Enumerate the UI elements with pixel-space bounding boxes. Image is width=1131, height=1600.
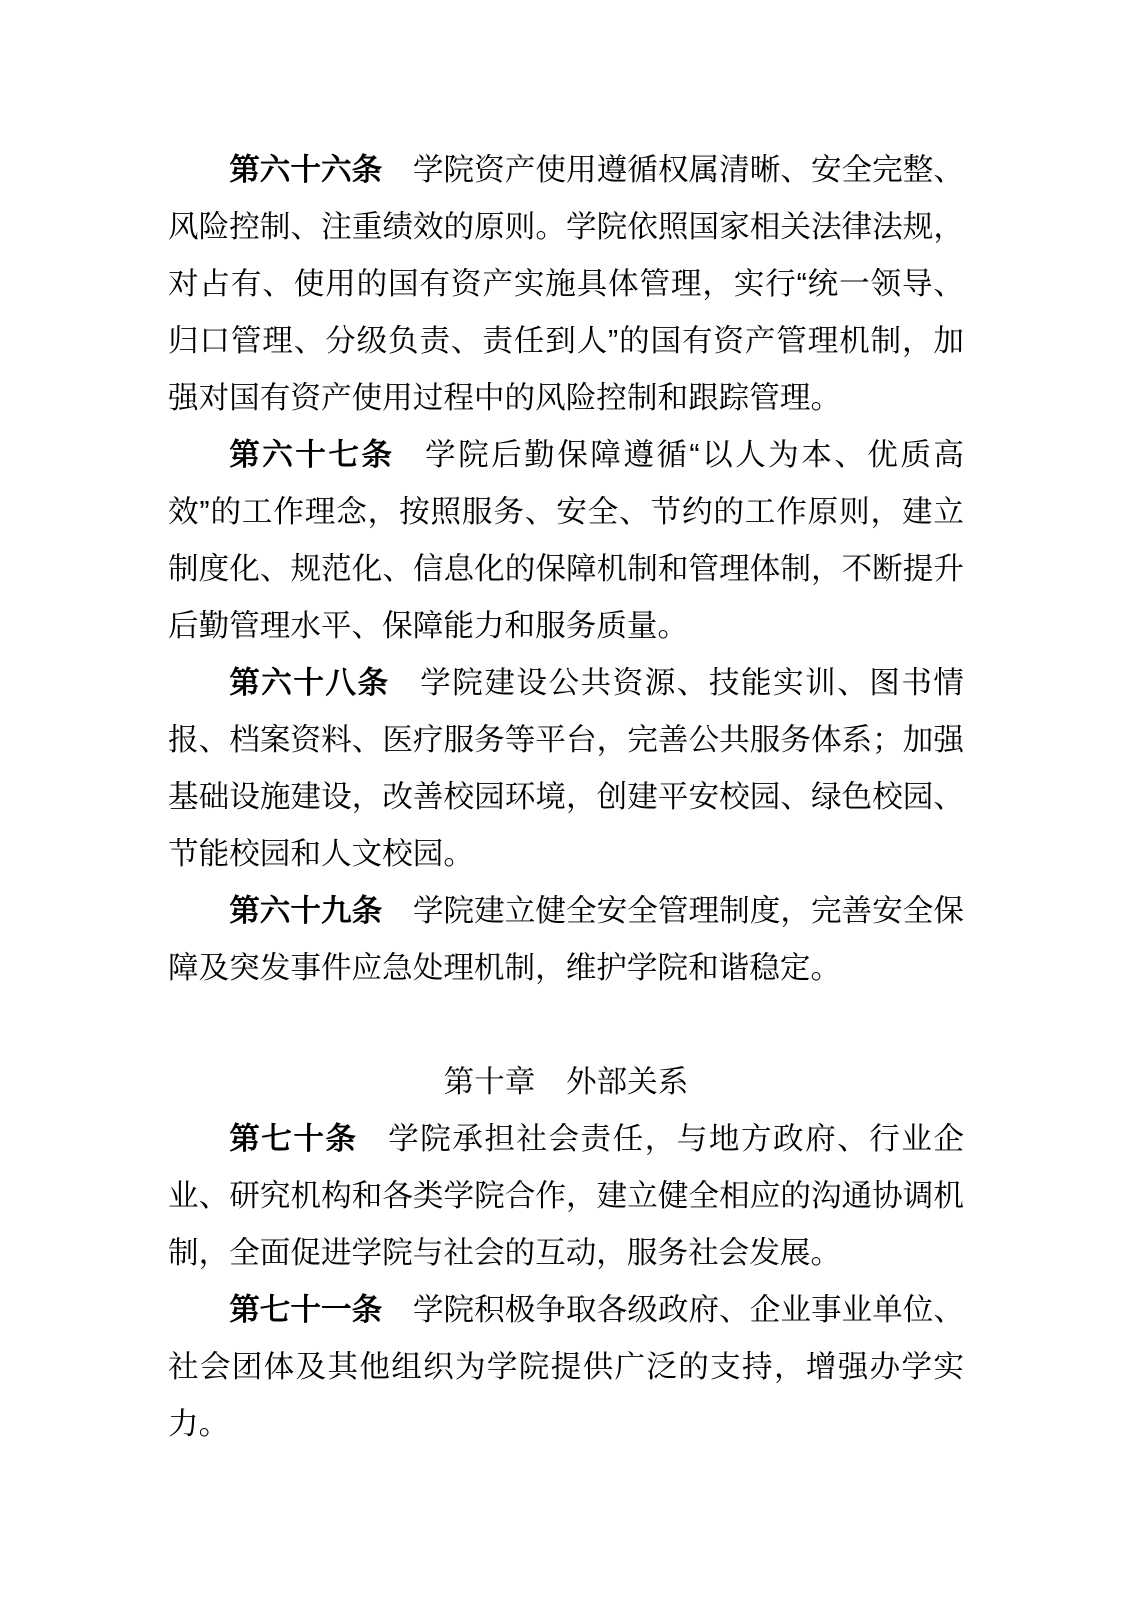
- article-body: 学院承担社会责任，与地方政府、行业企业、研究机构和各类学院合作，建立健全相应的沟通协调机制，全面促进学院与社会的互动，服务社会发展。: [168, 1122, 965, 1270]
- article-term: 第七十一条: [229, 1293, 383, 1327]
- article-term: 第六十七条: [229, 438, 395, 472]
- article-paragraph-69: [168, 883, 964, 997]
- article-body: 学院资产使用遵循权属清晰、安全完整、风险控制、注重绩效的原则。学院依照国家相关法律法规，对占有、使用的国有资产实施具体管理，实行“统一领导、归口管理、分级负责、责任到人”的国有资产管理机制，加强对国有资产使用过程中的风险控制和跟踪管理。: [168, 153, 965, 415]
- article-paragraph-67: [168, 427, 964, 655]
- article-term: 第六十六条: [229, 153, 383, 187]
- document-text-block: [168, 142, 964, 1453]
- article-paragraph-68: [168, 655, 964, 883]
- article-body: 学院建立健全安全管理制度，完善安全保障及突发事件应急处理机制，维护学院和谐稳定。: [168, 894, 965, 985]
- article-paragraph-70: [168, 1111, 964, 1282]
- article-body: 学院积极争取各级政府、企业事业单位、社会团体及其他组织为学院提供广泛的支持，增强办学实力。: [168, 1293, 965, 1441]
- article-paragraph-71: [168, 1282, 964, 1453]
- article-body: 学院建设公共资源、技能实训、图书情报、档案资料、医疗服务等平台，完善公共服务体系；加强基础设施建设，改善校园环境，创建平安校园、绿色校园、节能校园和人文校园。: [168, 666, 965, 871]
- article-body: 学院后勤保障遵循“以人为本、优质高效”的工作理念，按照服务、安全、节约的工作原则，建立制度化、规范化、信息化的保障机制和管理体制，不断提升后勤管理水平、保障能力和服务质量。: [168, 438, 965, 643]
- chapter-heading: 第十章 外部关系: [443, 1065, 689, 1099]
- article-paragraph-66: [168, 142, 964, 427]
- article-term: 第六十八条: [229, 666, 390, 700]
- article-term: 第七十条: [229, 1122, 358, 1156]
- article-term: 第六十九条: [229, 894, 383, 928]
